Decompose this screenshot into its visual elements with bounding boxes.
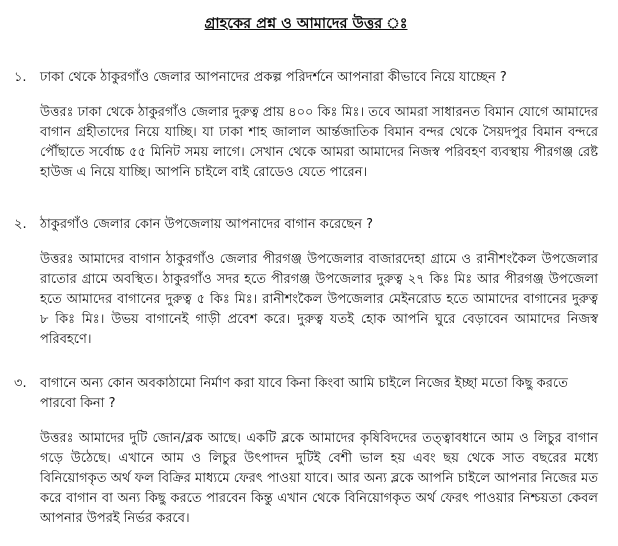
qa-body xyxy=(40,68,598,183)
answer-text: উত্তরঃ আমাদের দুটি জোন/ব্লক আছে। একটি ব্লকে আমাদের কৃষিবিদদের তত্ত্বাবধানে আম ও লিচুর বাগান গড়ে উঠেছে। এখানে আম ও লিচুর উৎপাদন দুটিই বেশী ভাল হয় এবং ছয় থেকে সাত বছরের মধ্যে বিনিয়োগকৃত অর্থ ফল বিক্রির মাধ্যমে ফেরৎ পাওয়া যাবে। আর অন্য ব্লকে আপনি চাইলে আপনার নিজের মত করে বাগান বা অন্য কিছু করতে পারবেন কিন্তু এখান থেকে বিনিয়োগকৃত অর্থ ফেরৎ পাওয়ার নিশ্চয়তা কেবল আপনার উপরই নির্ভর করবে। xyxy=(40,431,598,526)
qa-body xyxy=(40,374,598,529)
document-title: গ্রাহকের প্রশ্ন ও আমাদের উত্তর ঃ xyxy=(204,16,408,32)
qa-item xyxy=(14,215,598,350)
answer-text: উত্তরঃ ঢাকা থেকে ঠাকুরগাঁও জেলার দুরুত্ব প্রায় ৪০০ কিঃ মিঃ। তবে আমরা সাধারনত বিমান যোগে আমাদের বাগান গ্রহীতাদের নিয়ে যাচ্ছি। যা ঢাকা শাহ জালাল আর্ন্তজাতিক বিমান বন্দর থেকে সৈয়দপুর বিমান বন্দরে পৌঁছাতে সর্বোচ্চ ৫৫ মিনিট সময় লাগে। সেখান থেকে আমরা আমাদের নিজস্ব পরিবহণ ব্যবস্থায় পীরগঞ্জ রেষ্ট হাউজ এ নিয়ে যাচ্ছি। আপনি চাইলে বাই রোডেও যেতে পারেন। xyxy=(40,105,598,180)
question-text: ঢাকা থেকে ঠাকুরগাঁও জেলার আপনাদের প্রকল্প পরিদর্শনে আপনারা কীভাবে নিয়ে যাচ্ছেন ? xyxy=(40,70,507,85)
question-text: ঠাকুরগাঁও জেলার কোন উপজেলায় আপনাদের বাগান করেছেন ? xyxy=(40,217,374,232)
question-number: ৩. xyxy=(14,376,27,391)
qa-item xyxy=(14,374,598,529)
question-number: ২. xyxy=(14,217,27,232)
answer-text: উত্তরঃ আমাদের বাগান ঠাকুরগাঁও জেলার পীরগঞ্জ উপজেলার বাজারদেহা গ্রামে ও রানীশংকৈল উপজেলার রাতোর গ্রামে অবস্থিত। ঠাকুরগাঁও সদর হতে পীরগঞ্জ উপজেলার দুরুত্ব ২৭ কিঃ মিঃ আর পীরগঞ্জ উপজেলা হতে আমাদের বাগানের দুরুত্ব ৫ কিঃ মিঃ। রানীশংকৈল উপজেলার মেইনরোড হতে আমাদের বাগানের দুরুত্ব ৮ কিঃ মিঃ। উভয় বাগানেই গাড়ী প্রবেশ করে। দুরুত্ব যতই হোক আপনি ঘুরে বেড়াবেন আমাদের নিজস্ব পরিবহণে। xyxy=(40,252,598,347)
qa-body xyxy=(40,215,598,350)
question-text: বাগানে অন্য কোন অবকাঠামো নির্মাণ করা যাবে কিনা কিংবা আমি চাইলে নিজের ইচ্ছা মতো কিছু করতে পারবো কিনা ? xyxy=(40,376,568,411)
qa-item xyxy=(14,68,598,183)
question-number: ১. xyxy=(14,70,27,85)
